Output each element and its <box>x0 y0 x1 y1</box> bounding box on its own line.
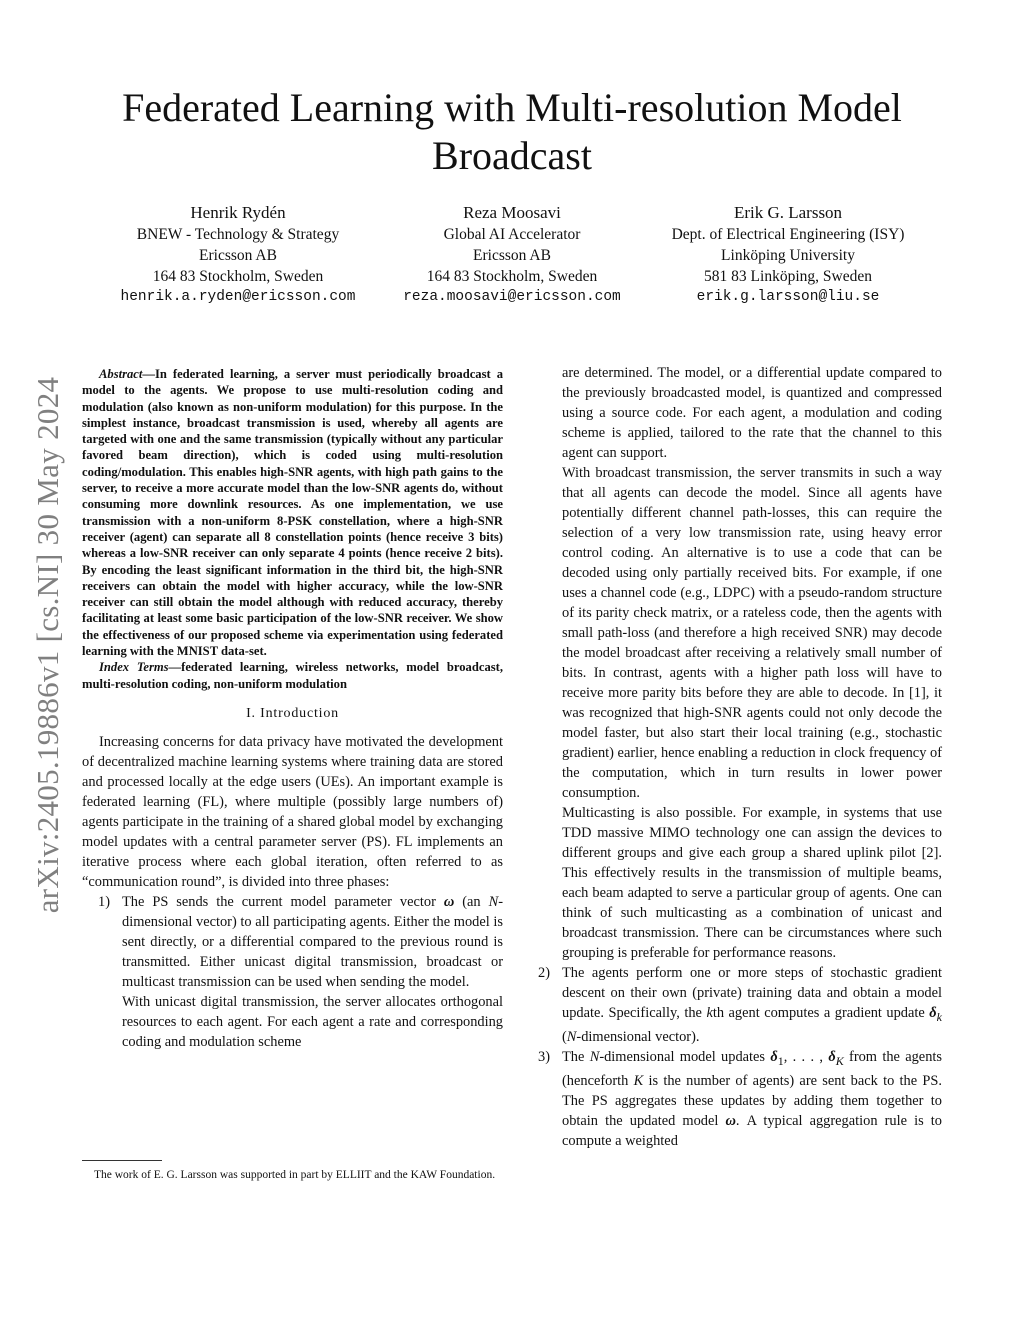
list-item-text: Multicasting is also possible. For example, in systems that use TDD massive MIMO technology one can assign the devices to different groups and give each group a shared uplink pilot [2]. This effectively results in the transmission of multiple beams, each beam adapted to serve a particular group of agents. One can think of such multicasting as a combination of unicast and broadcast transmission. There can be circumstances where such grouping is preferable for performance reasons. <box>562 805 942 961</box>
list-item-text: The PS sends the current model parameter vector ω (an N-dimensional vector) to all participating agents. Either the model is sent directly, or a differential compared to the previous round is transmitted. Either unicast digital transmission, broadcast or multicast transmission can be used when sending the model. <box>122 893 503 990</box>
index-terms-label: Index Terms <box>99 660 169 675</box>
author-name: Reza Moosavi <box>463 203 561 222</box>
author-name: Erik G. Larsson <box>733 203 843 222</box>
n-symbol: N <box>488 893 499 910</box>
author-email[interactable]: erik.g.larsson@liu.se <box>696 289 880 305</box>
intro-paragraph: Increasing concerns for data privacy have motivated the development of decentralized machine learning systems where training data are stored and processed locally at the edge users (UEs). An important example is federated learning (FL), where multiple (possibly large numbers of) agents participate in the training of a shared global model by exchanging model updates with a central parameter server (PS). FL implements an iterative process where each global iteration, often referred to as “communication round”, is divided into three phases: <box>82 733 503 890</box>
author-address: 164 83 Stockholm, Sweden <box>426 268 598 285</box>
abstract-text: —In federated learning, a server must periodically broadcast a model to the agents. We propose to use multi-resolution coding and modulation (also known as non-uniform modulation) for this purpose. In the simplest instance, broadcast transmission is used, whereby all agents are targeted with one and the same transmission (typically without any particular favored beam direction), which is coded using multi-resolution coding/modulation. This enables high-SNR agents, with high path gains to the server, to receive a more accurate model than the low-SNR agents do, without consuming more downlink resources. As one implementation, we use transmission with a non-uniform 8-PSK constellation, where a high-SNR receiver (agent) can separate all 8 constellation points (hence receive 3 bits) whereas a low-SNR receiver can only separate 4 points (hence receive 2 bits). By encoding the least significant information in the third bit, the high-SNR receivers can obtain the model with higher accuracy, while the low-SNR receiver can still obtain the model although with reduced accuracy, thereby facilitating at least some basic participation of the low-SNR receiver. We show the effectiveness of our proposed scheme via experimentation using federated learning with the MNIST data-set. <box>82 367 503 659</box>
author-address: 164 83 Stockholm, Sweden <box>152 268 324 285</box>
title-line-2: Broadcast <box>432 133 592 178</box>
list-number: 3) <box>538 1048 550 1065</box>
index-terms-text: —federated learning, wireless networks, model broadcast, multi-resolution coding, non-uniform modulation <box>82 660 503 691</box>
list-item <box>538 963 942 1047</box>
author-1 <box>78 202 398 308</box>
author-email[interactable]: henrik.a.ryden@ericsson.com <box>120 289 356 305</box>
arxiv-stamp <box>26 350 70 940</box>
author-address: 581 83 Linköping, Sweden <box>704 268 872 285</box>
author-3 <box>628 202 948 308</box>
abstract-label: Abstract <box>99 367 143 381</box>
list-item-text: The N-dimensional model updates $\delta_1$, . . . , $\delta_K$ from the agents (henceforth K is the number of agents) are sent back to the PS. The PS aggregates these updates by adding them together to obtain the updated model ω. A typical aggregation rule is to compute a weighted <box>562 1048 942 1149</box>
author-organization: Ericsson AB <box>199 247 277 264</box>
author-organization: Ericsson AB <box>473 247 551 264</box>
section-heading: I. Introduction <box>246 705 339 721</box>
author-affiliation: Dept. of Electrical Engineering (ISY) <box>671 226 905 243</box>
paper-title <box>0 84 1024 180</box>
author-name: Henrik Rydén <box>190 203 286 222</box>
author-affiliation: Global AI Accelerator <box>443 226 581 243</box>
author-email[interactable]: reza.moosavi@ericsson.com <box>403 289 621 305</box>
author-organization: Linköping University <box>721 247 855 264</box>
list-item <box>538 1047 942 1151</box>
delta-symbol: δ <box>929 1005 937 1021</box>
title-line-1: Federated Learning with Multi-resolution Model <box>122 85 902 130</box>
list-number: 2) <box>538 965 550 981</box>
author-affiliation: BNEW - Technology & Strategy <box>136 226 340 243</box>
abstract <box>82 366 503 692</box>
phase-list-continued <box>538 363 942 1151</box>
author-2 <box>352 202 672 308</box>
right-column <box>538 363 942 1151</box>
left-column <box>82 366 503 1052</box>
omega-symbol: ω <box>443 893 455 910</box>
list-item <box>562 363 942 963</box>
list-item <box>82 892 503 1052</box>
list-item-text: With unicast digital transmission, the server allocates orthogonal resources to each agent. For each agent a rate and corresponding coding and modulation scheme <box>122 993 503 1050</box>
footnote: The work of E. G. Larsson was supported in part by ELLIIT and the KAW Foundation. <box>94 1169 496 1181</box>
arxiv-identifier[interactable]: arXiv:2405.19886v1 [cs.NI] 30 May 2024 <box>30 376 65 914</box>
footnote-rule <box>82 1160 162 1161</box>
list-item-text: With broadcast transmission, the server transmits in such a way that all agents can decode the model. Since all agents have potentially different channel path-losses, this can require the selection of a very low transmission rate, using heavy error control coding. An alternative is to use a code that can be decoded using only partially received bits. For example, if one uses a channel code (e.g., LDPC) with a pseudo-random structure of its parity check matrix, or a rateless code, then the agents with small path-loss (and therefore a high received SNR) may decode the model broadcast after receiving a relatively small number of bits. In contrast, agents with a higher path loss will have to receive more parity bits before they are able to decode. In [1], it was recognized that high-SNR agents could not only decode the model faster, but also start their local training (e.g., stochastic gradient) earlier, hence enabling a reduction in clock frequency of the computation, which in turn results in lower power consumption. <box>562 465 942 801</box>
list-item-text: The agents perform one or more steps of stochastic gradient descent on their own (private) training data and obtain a model update. Specifically, the kth agent computes a gradient update $\delta_k$ (N-dimensional vector). <box>562 965 942 1045</box>
list-item-text: are determined. The model, or a differential update compared to the previously broadcasted model, is quantized and compressed using a source code. For each agent, a modulation and coding scheme is applied, tailored to the rate that the channel to this agent can support. <box>562 365 942 461</box>
phase-list <box>82 892 503 1052</box>
list-number: 1) <box>98 893 110 910</box>
